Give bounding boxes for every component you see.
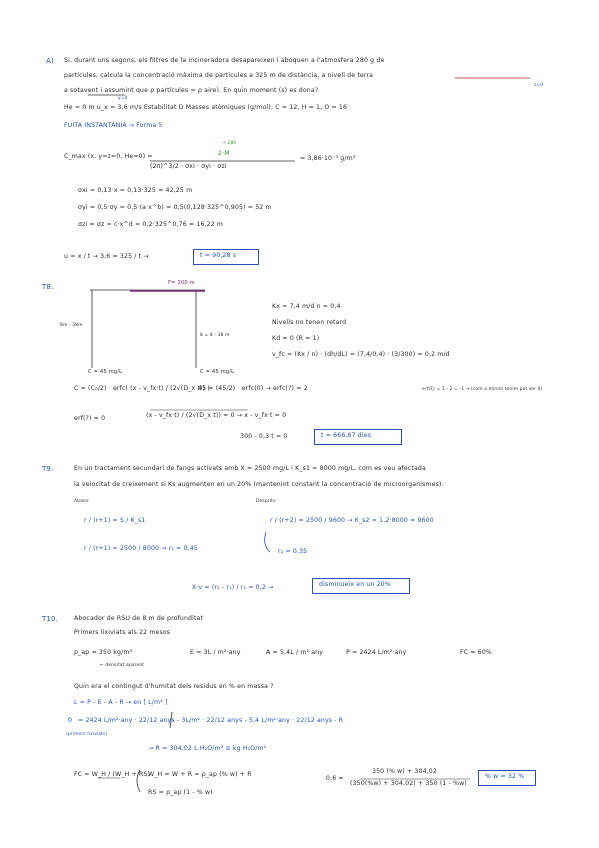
t9-result: disminueix en un 20% [319, 581, 391, 588]
big-lhs: 0,6 = [326, 775, 344, 782]
after-eq-2: r₂ = 0,35 [278, 548, 308, 555]
wh-line: W_H = W + R = ρ_ap (% w) + R [148, 771, 252, 778]
result-box-t9 [312, 578, 410, 594]
time-line: 300 - 0,3·t = 0 [240, 433, 288, 440]
c-equation: C = (C₀/2) · erfc( (x - v_fx·t) / (2√(D_x t)) ) [74, 385, 210, 392]
nivells-line: Nivells no tenen retard [272, 319, 347, 326]
depth-right: 8 = 8 - 38 m [200, 333, 230, 338]
cmax-result: = 3,86·10⁻³ g/m³ [300, 155, 356, 162]
c45-equation: 45 = (45/2) · erfc(0) → erfc(?) = 2 [198, 385, 308, 392]
rho-ap: ρ_ap = 350 kg/m³ [74, 649, 133, 656]
depth-left: 8m - 38m [60, 323, 83, 328]
params-line: He = 0 m u_x = 3,6 m/s Estabilitat D Masses atòmiques (g/mol): C = 12, H = 1, O = 16 [64, 104, 348, 111]
vfc-line: v_fc = (Kx / n) · (dh/dL) = (7,4/0,4) · (3/300) = 0,2 m/d [272, 351, 450, 358]
erf-zero: erf(?) = 0 [74, 415, 106, 422]
a-value: A = 5,4L / m²·any [266, 649, 324, 656]
l-equation: L = P - E - A - R → en [ L/m² ] [74, 699, 168, 706]
result-box-a [193, 249, 259, 265]
t9-statement-2: la velocitat de creixement si Ks augmenten en un 20% (mantenint constant la concentració de microorganismes). [74, 481, 444, 488]
statement-line-3: a sotavent i assumint que ρ partícules = ρ aire). En quin moment (s) es dona? [64, 87, 319, 94]
section-label-t10: T10. [42, 615, 59, 623]
t10-line-2: Primers lixiviats als 22 mesos [74, 629, 171, 636]
long-equation: = 2424 L/m²·any · 22/12 anys - 3L/m² · 22/12 anys - 5,4 L/m²·any · 22/12 anys - R [78, 717, 344, 724]
statement-line-1: Si, durant uns segons, els filtres de la incineradora desapareixen i aboquen a l'atmosfera 280 g de [64, 57, 385, 64]
section-label-a: A) [46, 57, 54, 65]
t10-result: % w = 32 % [485, 773, 525, 780]
sigma-x: σxi = 0,13·x = 0,13·325 = 42,25 m [78, 187, 193, 194]
erf-fraction: (x - v_fx·t) / (2√(D_x t)) = 0 → x - v_fx·t = 0 [146, 412, 287, 419]
big-numerator: 350 (% w) + 304,02 [372, 768, 437, 775]
before-eq-1: r / (r+1) = S / K_s1 [84, 517, 146, 524]
section-label-t8: T8. [42, 283, 54, 291]
t8-result: t = 666,67 dies [321, 432, 372, 439]
after-eq-1: r / (r+2) = 2500 / 9600 → K_s2 = 1,2·8000 = 9600 [270, 517, 434, 524]
question-line: Quin era el contingut d'humitat dels residus en % en massa ? [74, 683, 274, 690]
kx-line: Kx = 7,4 m/d n = 0,4 [272, 303, 341, 310]
primers-note: (primers lixiviats) [66, 732, 108, 737]
big-denominator: (350(%w) + 304,02) + 350 (1 - %w) [350, 780, 467, 787]
cmax-numerator: 2·M [218, 150, 230, 157]
time-equation: u = x / t → 3,6 = 325 / t → [64, 253, 149, 260]
time-result: t = 90,28 s [200, 252, 237, 259]
erfc-note: erf(ξ) = 1 - 2 = -1 → (com a mínim tenim pot ser 0) [422, 387, 543, 392]
statement-line-2: partícules, calcula la concentració màxima de partícules a 325 m de distància, a nivell de terra [64, 72, 374, 79]
subscript-z: z=0 [534, 83, 544, 88]
t10-line-1: Abocador de RSU de 8 m de profunditat [74, 615, 204, 622]
r-result: → R = 304,02 L H₂O/m² ≡ kg H₂O/m² [148, 745, 267, 752]
section-label-t9: T9. [42, 465, 54, 473]
result-box-t8 [314, 429, 402, 445]
subscript-y: y=0 [118, 96, 128, 101]
after-label: Després: [256, 499, 277, 504]
fc-value: FC = 60% [460, 649, 492, 656]
before-label: Abans: [74, 499, 90, 504]
result-box-t10 [478, 770, 536, 786]
cmax-denominator: (2π)^3/2 · σxi · σyi · σzi [150, 163, 227, 170]
t9-statement-1: En un tractament secundari de fangs activats amb X = 2500 mg/L i K_s1 = 8000 mg/L, com es veu afectada [74, 465, 426, 472]
fc-fraction: FC = W_H / (W_H + RS) [74, 771, 151, 778]
before-eq-2: r / (r+1) = 2500 / 8000 → r₁ = 0,45 [84, 545, 198, 552]
p-value: P = 2424 L/m²·any [346, 649, 407, 656]
sigma-y: σyi = 0,5·σy = 0,5·(a·x^b) = 0,5(0,128·325^0,905) = 52 m [78, 204, 272, 211]
fuita-line: FUITA INSTANTÀNIA → Forma 5 [64, 122, 163, 129]
zero-mark: 0 [68, 717, 73, 724]
sigma-z: σzi = σz = c·x^d = 0,2·325^0,76 = 16,22 m [78, 221, 224, 228]
evap-value: E = 3L / m²·any [190, 649, 241, 656]
cmax-lhs: C_max (x, y=z=0, He=0) = [64, 153, 153, 160]
arrow-curve [265, 532, 270, 552]
kd-line: Kd = 0 (R = 1) [272, 335, 320, 342]
conc-right: C = 45 mg/L [200, 369, 235, 375]
rs-line: RS = ρ_ap (1 - % w) [148, 789, 213, 796]
rho-note: ← densitat aparent [100, 663, 145, 668]
distance-label: F= 300 m [168, 280, 195, 286]
variation-eq: X·v = (r₂ - r₁) / r₁ = 0,2 → [192, 584, 274, 591]
conc-left: C = 45 mg/L [88, 369, 123, 375]
note-280: → 280 [222, 141, 237, 146]
